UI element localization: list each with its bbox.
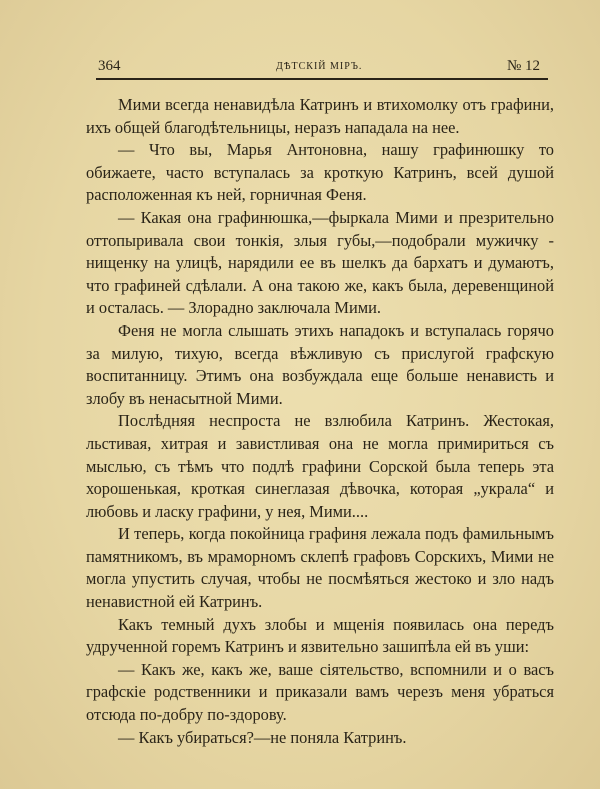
paragraph: Мими всегда ненавидѣла Катринъ и втихомолку отъ графини, ихъ общей благодѣтельницы, неразъ нападала на нее. bbox=[86, 95, 554, 137]
running-title: ДѢТСКІЙ МІРЪ. bbox=[276, 61, 363, 72]
issue-number: № 12 bbox=[506, 58, 540, 74]
paragraph: — Какъ убираться?—не поняла Катринъ. bbox=[118, 727, 407, 747]
header-rule bbox=[96, 78, 548, 80]
paragraph: — Какая она графинюшка,—фыркала Мими и презрительно оттопыривала свои тонкія, злыя губы,—подобрали мужичку - нищенку на улицѣ, нарядили ее въ шелкъ да бархатъ и думаютъ, что графиней сдѣлали. А она такою же, какъ была, деревенщиной и осталась. — Злорадно заключала Мими. bbox=[86, 207, 554, 318]
paragraph: Какъ темный духъ злобы и мщенія появилась она передъ удрученной горемъ Катринъ и язвительно зашипѣла ей въ уши: bbox=[86, 614, 554, 657]
paragraph: Феня не могла слышать этихъ нападокъ и вступалась горячо за милую, тихую, всегда вѣжливую съ прислугой графскую воспитанницу. Этимъ она возбуждала еще больше ненависть и злобу въ ненасытной Мими. bbox=[86, 320, 554, 408]
paragraph: — Какъ же, какъ же, ваше сіятельство, вспомнили и о васъ графскіе родственники и приказали вамъ черезъ меня убраться отсюда по-добру по-здорову. bbox=[86, 659, 554, 725]
paragraph: И теперь, когда покойница графиня лежала подъ фамильнымъ памятникомъ, въ мраморномъ склепѣ графовъ Сорскихъ, Мими не могла упустить случая, чтобы не посмѣяться жестоко и зло надъ ненавистной ей Катринъ. bbox=[86, 524, 554, 612]
paragraph: — Что вы, Марья Антоновна, нашу графинюшку то обижаете, часто вступалась за кроткую Катринъ, всей душой расположенная къ ней, горничная Феня. bbox=[86, 140, 554, 205]
page-header bbox=[98, 58, 544, 74]
paragraph: Послѣдняя неспроста не взлюбила Катринъ. Жестокая, льстивая, хитрая и завистливая она не могла примириться съ мыслью, съ тѣмъ что подлѣ графини Сорской была теперь эта хорошенькая, кроткая синеглазая дѣвочка, которая „украла“ и любовь и ласку графини, у нея, Мими.... bbox=[86, 411, 554, 521]
body-text bbox=[86, 94, 554, 749]
page-number: 364 bbox=[98, 58, 121, 74]
